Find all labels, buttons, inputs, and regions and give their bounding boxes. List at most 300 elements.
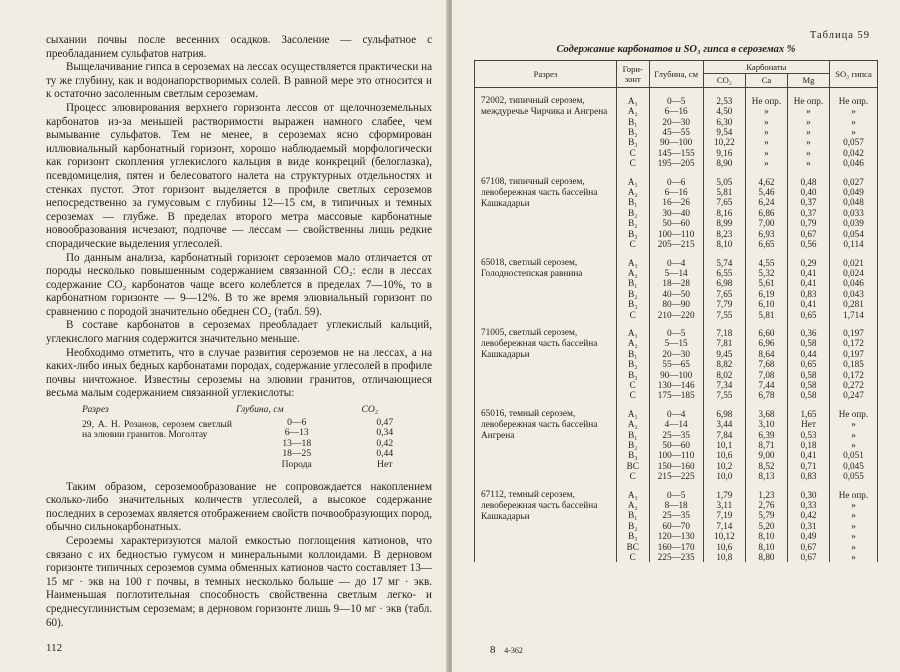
table-value: C xyxy=(629,471,636,482)
table-value: 0,027 xyxy=(843,176,864,187)
table-value: 0,042 xyxy=(843,147,864,158)
table-value: 3,44 xyxy=(716,419,733,430)
profile-so3-cell xyxy=(829,401,877,482)
table-value: 0,048 xyxy=(843,197,864,208)
table-value: 6,24 xyxy=(758,197,775,208)
table-value: 6,86 xyxy=(758,207,775,218)
mini-value: 0,34 xyxy=(376,427,394,439)
profile-ca-cell xyxy=(745,169,787,250)
profile-co2-cell xyxy=(703,169,745,250)
table-value: 4,50 xyxy=(716,106,733,117)
profile-row xyxy=(475,482,878,563)
table-value: 0,33 xyxy=(800,500,817,511)
table-value: B₂ xyxy=(628,520,638,531)
profile-co2-cell xyxy=(703,482,745,563)
table-value: 0,272 xyxy=(843,379,864,390)
table-value: 6,78 xyxy=(758,390,775,401)
table-value: 0,49 xyxy=(800,531,817,542)
profile-mg-cell xyxy=(787,482,829,563)
table-value: 7,44 xyxy=(758,379,775,390)
table-value: 6,19 xyxy=(758,288,775,299)
profile-mg-cell xyxy=(787,320,829,401)
table-value: Не опр. xyxy=(838,408,869,419)
profile-co2-cell xyxy=(703,401,745,482)
table-value: 0,79 xyxy=(800,218,817,229)
table-value: » xyxy=(806,147,811,158)
profile-row xyxy=(475,87,878,168)
table-value: 6,96 xyxy=(758,338,775,349)
table-value: 9,45 xyxy=(716,348,733,359)
table-value: » xyxy=(806,158,811,169)
table-value: 18—28 xyxy=(662,278,690,289)
left-page xyxy=(0,0,448,672)
table-value: B₂ xyxy=(628,218,638,229)
table-value: 0,024 xyxy=(843,267,864,278)
table-value: » xyxy=(806,116,811,127)
table-value: 0,055 xyxy=(843,471,864,482)
mini-value: 0,47 xyxy=(376,416,394,428)
header-so3: SO₃ гипса xyxy=(829,61,877,88)
table-value: 2,76 xyxy=(758,500,775,511)
profile-horizons-cell xyxy=(616,250,649,320)
table-value: 100—110 xyxy=(657,450,695,461)
table-value: B₁ xyxy=(628,510,638,521)
profile-so3-cell xyxy=(829,87,877,168)
table-value: 0,29 xyxy=(800,257,817,268)
table-value: 0,58 xyxy=(800,369,817,380)
paragraph: В составе карбонатов в сероземах преобладает углекислый кальций, углекислого магния содержится значительно меньше. xyxy=(46,319,432,346)
right-page xyxy=(452,0,900,672)
table-value: A₂ xyxy=(627,267,638,278)
table-value: 20—30 xyxy=(662,348,690,359)
table-value: 6,93 xyxy=(758,228,775,239)
table-value: 215—225 xyxy=(657,471,695,482)
profile-co2-cell xyxy=(703,250,745,320)
mini-depth: 13—18 xyxy=(282,437,312,449)
profile-row xyxy=(475,320,878,401)
paragraph: Выщелачивание гипса в сероземах на лессах осуществляется практически на ту же глубину, как и водонапорстворимых солей. В равной мере это относится и к остаточно засоленным светлым сероземам. xyxy=(46,61,433,101)
table-value: 6,10 xyxy=(758,299,775,310)
header-ca: Ca xyxy=(745,74,787,87)
table-value: 5,81 xyxy=(758,309,775,320)
table-value: 8,71 xyxy=(758,440,775,450)
table-value: 0—4 xyxy=(666,408,686,419)
profile-so3-cell xyxy=(829,250,877,320)
table-value: 0,56 xyxy=(800,239,817,250)
table-value: A₁ xyxy=(627,95,638,106)
table-value: A₁ xyxy=(627,408,638,419)
table-value: 210—220 xyxy=(657,309,695,320)
table-value: B₁ xyxy=(628,278,638,289)
table-value: 7,34 xyxy=(716,379,733,390)
table-value: » xyxy=(764,147,769,158)
table-value: 8,99 xyxy=(716,218,733,229)
table-value: 0,37 xyxy=(800,207,817,218)
table-value: 0,049 xyxy=(843,187,864,198)
profile-row xyxy=(475,250,878,320)
table-value: B₁ xyxy=(628,197,638,208)
table-value: 6,60 xyxy=(758,327,775,338)
table-value: 8,23 xyxy=(716,228,733,239)
table-value: 0,247 xyxy=(843,390,864,401)
profile-depths-cell xyxy=(649,250,703,320)
table-value: B₂ xyxy=(628,440,638,450)
table-value: BC xyxy=(626,460,639,471)
header-depth: Глубина, см xyxy=(649,61,703,88)
table-value: C xyxy=(629,309,636,320)
table-value: 4,55 xyxy=(758,257,775,268)
table-value: 8,64 xyxy=(758,348,775,359)
table-value: 6—16 xyxy=(664,187,688,198)
table-value: 0,41 xyxy=(800,299,817,310)
profile-so3-cell xyxy=(829,169,877,250)
table-value: » xyxy=(806,137,811,148)
table-value: B₁ xyxy=(628,348,638,359)
granite-co2-table xyxy=(80,405,410,471)
table-value: 0—4 xyxy=(666,257,686,268)
profile-horizons-cell xyxy=(616,320,649,401)
table-value: » xyxy=(764,127,769,138)
table-value: 25—35 xyxy=(662,429,690,440)
table-value: A₁ xyxy=(627,489,638,500)
table-value: 0,172 xyxy=(843,338,864,349)
table-value: A₂ xyxy=(627,106,638,117)
table-value: » xyxy=(806,127,811,138)
profile-site: 67108, типичный серозем, левобережная часть бассейна Кашкадарьи xyxy=(475,169,617,250)
profile-site: 72002, типичный серозем, междуречье Чирчика и Ангрена xyxy=(475,87,617,168)
table-value: B₃ xyxy=(628,299,638,310)
table-value: B₂ xyxy=(628,127,638,138)
table-value: 7,00 xyxy=(758,218,775,229)
table-value: 0,057 xyxy=(843,137,864,148)
table-value: 7,55 xyxy=(716,390,733,401)
table-value: 0,67 xyxy=(800,228,817,239)
table-value: 7,65 xyxy=(716,197,733,208)
table-value: 6,30 xyxy=(716,116,733,127)
table-value: 4,62 xyxy=(758,176,775,187)
table-value: 8,80 xyxy=(758,552,775,563)
table-value: Не опр. xyxy=(751,95,782,106)
page-number-left: 112 xyxy=(46,642,63,654)
table-value: 0,53 xyxy=(800,429,817,440)
table-value: 5,05 xyxy=(716,176,733,187)
table-value: 0,18 xyxy=(800,440,817,450)
table-value: 55—65 xyxy=(662,359,690,370)
table-value: 10,22 xyxy=(714,137,735,148)
table-value: 5—14 xyxy=(664,267,688,278)
header-co2: CO₂ xyxy=(703,74,745,87)
table-value: Не опр. xyxy=(838,95,869,106)
profile-ca-cell xyxy=(745,482,787,563)
profile-horizons-cell xyxy=(616,401,649,482)
table-value: B₃ xyxy=(628,228,638,239)
table-value: B₃ xyxy=(628,369,638,380)
table-value: » xyxy=(851,440,856,450)
profile-mg-cell xyxy=(787,87,829,168)
table-label: Таблица 59 xyxy=(809,30,870,41)
table-value: A₂ xyxy=(627,419,638,430)
table-value: 7,08 xyxy=(758,369,775,380)
table-value: A₁ xyxy=(627,327,638,338)
table-value: » xyxy=(851,500,856,511)
table-body xyxy=(475,87,878,562)
profile-depths-cell xyxy=(649,401,703,482)
table-value: » xyxy=(851,541,856,552)
table-value: 8,10 xyxy=(716,239,733,250)
mini-value: 0,42 xyxy=(376,437,394,449)
profile-site: 67112, темный серозем, левобережная часть бассейна Кашкадарьи xyxy=(475,482,617,563)
table-value: 0,36 xyxy=(800,327,817,338)
table-value: 225—235 xyxy=(657,552,695,563)
table-value: 9,16 xyxy=(716,147,733,158)
table-value: Не опр. xyxy=(793,95,824,106)
table-value: 0,033 xyxy=(843,207,864,218)
profile-ca-cell xyxy=(745,87,787,168)
table-value: 1,65 xyxy=(800,408,817,419)
page-footer xyxy=(490,644,523,656)
table-value: Не опр. xyxy=(838,489,869,500)
table-value: 7,84 xyxy=(716,429,733,440)
table-value: 0,045 xyxy=(843,460,864,471)
table-value: 6,65 xyxy=(758,239,775,250)
table-value: 9,00 xyxy=(758,450,775,461)
table-value: 100—110 xyxy=(657,228,695,239)
table-value: 8,82 xyxy=(716,359,733,370)
table-value: » xyxy=(764,116,769,127)
profile-mg-cell xyxy=(787,401,829,482)
table-value: B₂ xyxy=(628,207,638,218)
profile-site: 65016, темный серозем, левобережная часть бассейна Ангрена xyxy=(475,401,617,482)
table-value: » xyxy=(851,552,856,563)
table-value: 5,81 xyxy=(716,187,733,198)
table-value: 6,98 xyxy=(716,408,733,419)
table-value: 80—90 xyxy=(662,299,690,310)
table-value: 7,18 xyxy=(716,327,733,338)
table-value: 0,67 xyxy=(800,552,817,563)
table-value: 160—170 xyxy=(657,541,695,552)
table-value: 8,02 xyxy=(716,369,733,380)
paragraph: Необходимо отметить, что в случае развития сероземов не на лессах, а на каких-либо иных бедных карбонатами породах, содержание углесолей в профиле почвы ничтожное. Известны сероземы на элювии гранитов, отличающиеся весьма малым содержанием связанной углекислоты: xyxy=(46,346,432,400)
table-value: 50—60 xyxy=(662,440,690,450)
table-value: 0,58 xyxy=(800,338,817,349)
profile-row xyxy=(475,401,878,482)
table-value: 0,44 xyxy=(800,348,817,359)
table-value: » xyxy=(851,510,856,521)
table-value: 3,10 xyxy=(758,419,775,430)
paragraph: сыхании почвы после весенних осадков. Засоление — сульфатное с преобладанием сульфатов натрия. xyxy=(46,34,432,60)
table-value: 150—160 xyxy=(657,460,695,471)
header-horizon: Гори-зонт xyxy=(616,61,649,88)
table-value: » xyxy=(764,137,769,148)
profile-ca-cell xyxy=(745,401,787,482)
table-value: » xyxy=(764,158,769,169)
carbonates-table xyxy=(474,60,878,562)
mini-value: 0,44 xyxy=(376,448,394,460)
profile-horizons-cell xyxy=(616,87,649,168)
table-value: 40—50 xyxy=(662,288,690,299)
table-value: 10,6 xyxy=(716,450,733,461)
mini-depth: 6—13 xyxy=(284,427,309,439)
table-value: 0,41 xyxy=(800,278,817,289)
table-value: 7,79 xyxy=(716,299,733,310)
table-value: 7,55 xyxy=(716,309,733,320)
profile-mg-cell xyxy=(787,250,829,320)
table-value: » xyxy=(851,520,856,531)
table-value: 5,79 xyxy=(758,510,775,521)
table-value: 195—205 xyxy=(657,158,695,169)
table-value: 0,71 xyxy=(800,460,817,471)
table-value: A₂ xyxy=(627,338,638,349)
mini-depth: 18—25 xyxy=(282,448,312,460)
table-value: 205—215 xyxy=(657,239,695,250)
table-value: 3,68 xyxy=(758,408,775,419)
profile-site: 71005, светлый серозем, левобережная часть бассейна Кашкадарьи xyxy=(475,320,617,401)
profile-depths-cell xyxy=(649,169,703,250)
table-value: 0,65 xyxy=(800,359,817,370)
table-value: » xyxy=(806,106,811,117)
table-value: A₂ xyxy=(627,187,638,198)
table-value: 8,10 xyxy=(758,541,775,552)
table-value: 0,67 xyxy=(800,541,817,552)
table-value: 8,10 xyxy=(758,531,775,542)
profile-depths-cell xyxy=(649,482,703,563)
profile-row xyxy=(475,169,878,250)
table-value: 0,185 xyxy=(843,359,864,370)
table-value: » xyxy=(851,429,856,440)
table-value: » xyxy=(851,116,856,127)
paragraph: Сероземы характеризуются малой емкостью поглощения катионов, что связано с их бедностью гумусом и минеральными коллоидами. В дерновом горизонте типичных сероземов сумма обменных катионов часто составляет 13—15 мг · экв на 100 г почвы, в темных несколько больше — до 17 мг · экв. Наименьшая поглотительная способность свойственна светлым легко- и среднесуглинистым сероземам; в дерновом горизонте лишь 9—10 мг · экв (табл. 60). xyxy=(46,534,432,629)
table-value: 10,12 xyxy=(714,531,735,542)
table-value: 7,68 xyxy=(758,359,775,370)
table-value: C xyxy=(629,379,636,390)
table-value: 0,58 xyxy=(800,390,817,401)
mini-depth: Порода xyxy=(281,459,312,470)
table-value: 10,1 xyxy=(716,440,733,450)
table-value: 7,19 xyxy=(716,510,733,521)
header-mg: Mg xyxy=(787,74,829,87)
table-value: 175—185 xyxy=(657,390,695,401)
table-value: 8—18 xyxy=(664,500,688,511)
table-value: BC xyxy=(626,541,639,552)
table-value: » xyxy=(851,106,856,117)
table-value: 1,714 xyxy=(843,309,864,320)
profile-co2-cell xyxy=(703,87,745,168)
profile-depths-cell xyxy=(649,320,703,401)
table-value: 0—5 xyxy=(666,95,686,106)
table-value: 60—70 xyxy=(662,520,690,531)
left-page-text xyxy=(46,34,432,630)
table-value: 90—100 xyxy=(660,369,693,380)
table-value: 1,79 xyxy=(716,489,733,500)
header-site: Разрез xyxy=(475,61,617,88)
table-value: C xyxy=(629,390,636,401)
table-value: B₂ xyxy=(628,288,638,299)
table-value: 0,043 xyxy=(843,288,864,299)
table-value: 0,197 xyxy=(843,327,864,338)
table-value: 0,40 xyxy=(800,187,817,198)
table-value: A₁ xyxy=(627,257,638,268)
table-value: 10,6 xyxy=(716,541,733,552)
table-value: 0,039 xyxy=(843,218,864,229)
mini-value: Нет xyxy=(377,459,393,470)
table-value: 6,55 xyxy=(716,267,733,278)
table-value: 0,197 xyxy=(843,348,864,359)
table-value: 0,41 xyxy=(800,450,817,461)
table-value: 0,30 xyxy=(800,489,817,500)
profile-so3-cell xyxy=(829,482,877,563)
table-value: B₁ xyxy=(628,116,638,127)
table-value: 0,58 xyxy=(800,379,817,390)
table-value: 6,98 xyxy=(716,278,733,289)
table-value: 0,31 xyxy=(800,520,817,531)
table-value: 7,81 xyxy=(716,338,733,349)
table-value: B₂ xyxy=(628,359,638,370)
table-value: » xyxy=(851,531,856,542)
table-value: 16—26 xyxy=(662,197,690,208)
profile-site: 65018, светлый серозем, Голодностепская равнина xyxy=(475,250,617,320)
profile-ca-cell xyxy=(745,320,787,401)
table-value: 6,39 xyxy=(758,429,775,440)
mini-header-co2: CO₂ xyxy=(361,404,379,416)
table-value: 4—14 xyxy=(664,419,688,430)
footer-code: 4-362 xyxy=(504,646,523,655)
table-value: 7,14 xyxy=(716,520,733,531)
table-value: 5—15 xyxy=(664,338,688,349)
table-value: A₂ xyxy=(627,500,638,511)
table-value: 10,8 xyxy=(716,552,733,563)
table-title: Содержание карбонатов и SO₃ гипса в сероземах % xyxy=(556,44,796,55)
table-value: B₁ xyxy=(628,429,638,440)
profile-so3-cell xyxy=(829,320,877,401)
paragraph: Процесс элювирования верхнего горизонта лессов от щелочноземельных карбонатов из-за меньшей растворимости выражен намного слабее, чем вымывание сульфатов. Тем не менее, в сероземах ясно сформирован иллювиальный карбонатный горизонт, хорошо наблюдаемый морфологически как горизонт скопления углекислого кальция в виде конкреций (белоглазка), псевдомицелия, пятен и белесоватого налета на структурных отдельностях и стенках пустот. Этот горизонт выделяется в профиле светлых сероземов непосредственно за гумусовым с глубины 12—15 см, в типичных и темных сероземах — глубже. В пределах второго метра массовые карбонатные новообразования исчезают, подпочве — лессам — свойственны лишь редкие спорадические выделения углесолей. xyxy=(46,101,432,250)
table-value: C xyxy=(629,147,636,158)
footer-number: 8 xyxy=(490,644,496,656)
table-value: » xyxy=(851,419,856,430)
table-value: 0,37 xyxy=(800,197,817,208)
table-value: 5,32 xyxy=(758,267,775,278)
profile-co2-cell xyxy=(703,320,745,401)
table-value: 0,281 xyxy=(843,299,864,310)
mini-site: 29, А. Н. Розанов, серозем светлый на элювии гранитов. Моголтау xyxy=(82,418,232,441)
header-carbonates: Карбонаты xyxy=(703,61,829,74)
paragraph: По данным анализа, карбонатный горизонт сероземов мало отличается от породы несколько повышенным содержанием связанной CO₂: если в лессах содержание CO₂ карбонатов чаще всего колеблется в пределах 7—10%, то в карбонатном горизонте — 9—12%. В то же время элювиальный горизонт по сравнению с породой значительно обеднен CO₂ (табл. 59). xyxy=(46,251,432,318)
table-value: 10,0 xyxy=(716,471,733,482)
table-value: » xyxy=(851,127,856,138)
table-value: 8,13 xyxy=(758,471,775,482)
table-value: 50—60 xyxy=(662,218,690,229)
table-value: 5,74 xyxy=(716,257,733,268)
table-value: 3,11 xyxy=(716,500,733,511)
table-value: 0,172 xyxy=(843,369,864,380)
table-value: 120—130 xyxy=(657,531,695,542)
table-value: 30—40 xyxy=(662,207,690,218)
table-value: 0,046 xyxy=(843,158,864,169)
table-value: B₃ xyxy=(628,137,638,148)
table-value: » xyxy=(764,106,769,117)
table-value: 0,051 xyxy=(843,450,864,461)
profile-depths-cell xyxy=(649,87,703,168)
table-value: 25—35 xyxy=(662,510,690,521)
table-value: 9,54 xyxy=(716,127,733,138)
table-value: 5,20 xyxy=(758,520,775,531)
table-value: 5,61 xyxy=(758,278,775,289)
table-value: 145—155 xyxy=(657,147,695,158)
table-value: 7,65 xyxy=(716,288,733,299)
profile-mg-cell xyxy=(787,169,829,250)
table-value: 90—100 xyxy=(660,137,693,148)
table-value: 0—6 xyxy=(666,176,686,187)
table-value: C xyxy=(629,239,636,250)
